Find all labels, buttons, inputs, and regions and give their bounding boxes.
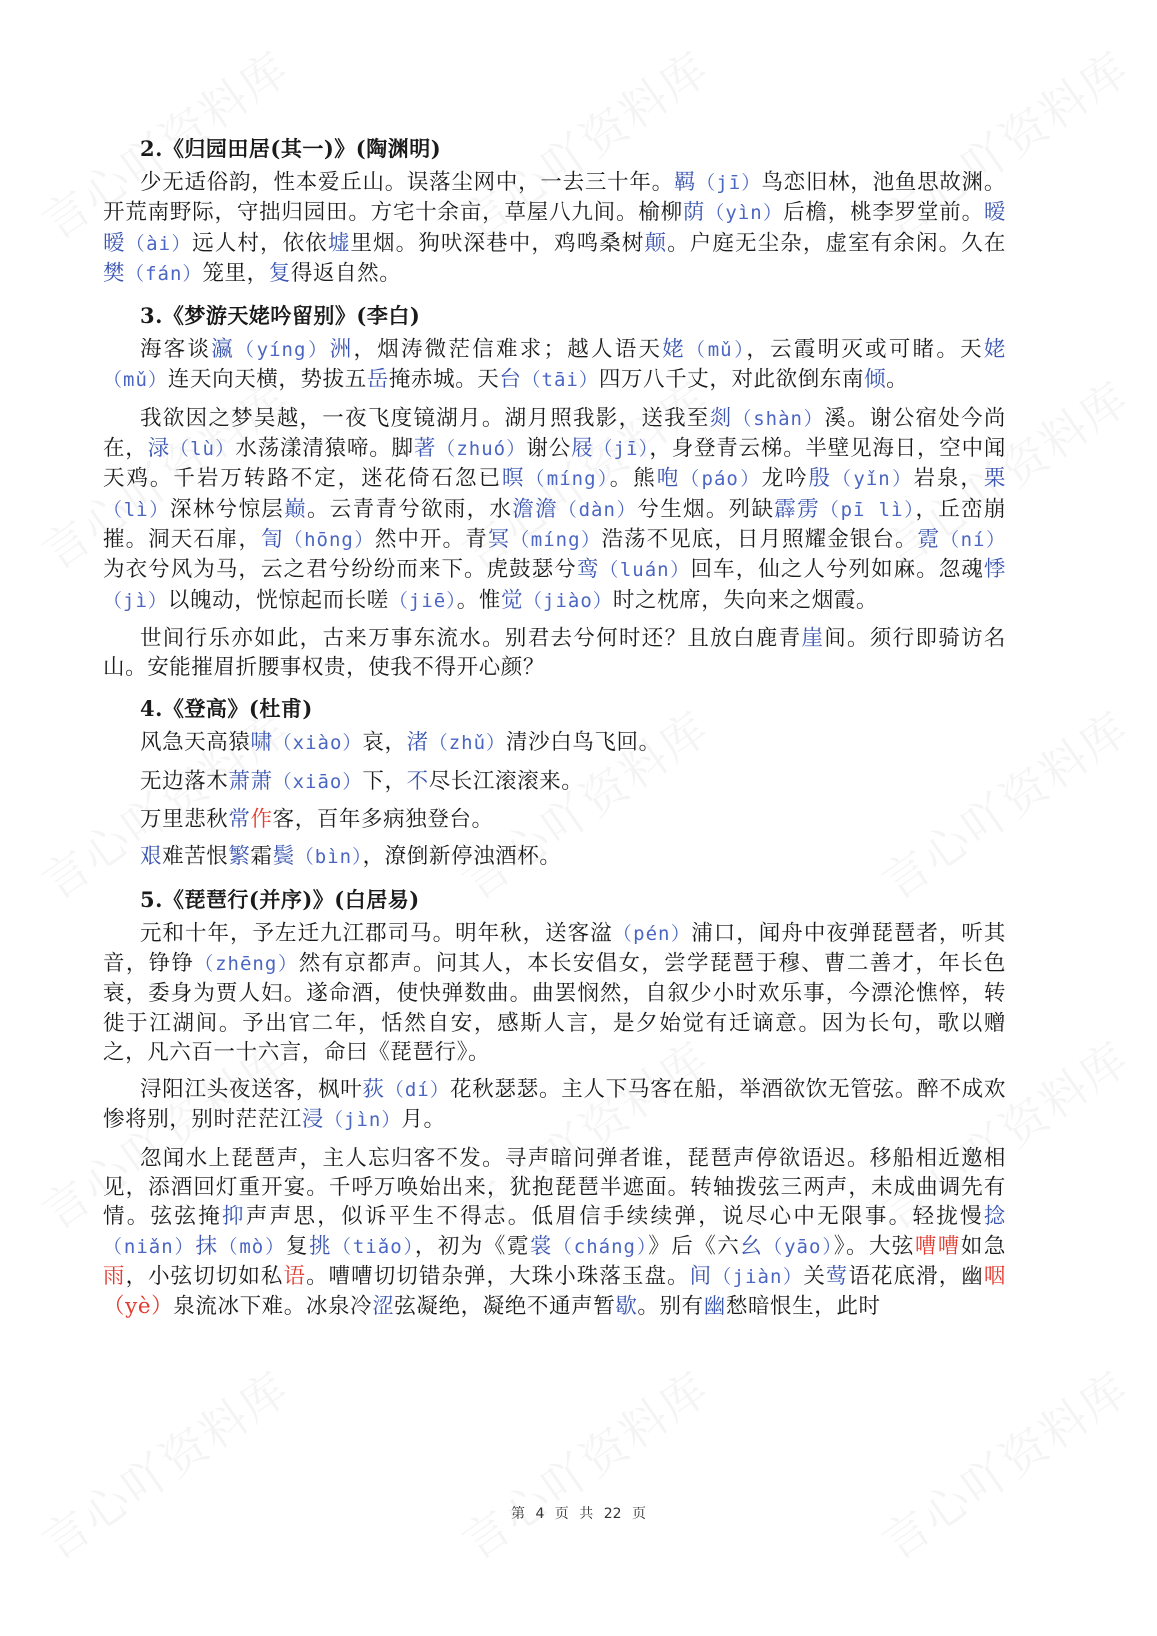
annotated-character: 不 xyxy=(406,768,429,794)
emphasis-red-text: 作 xyxy=(250,807,273,833)
pinyin-annotation: （tiǎo） xyxy=(331,1235,415,1258)
body-text: 难苦恨 xyxy=(162,844,229,870)
body-text: 》。大弦 xyxy=(833,1233,915,1259)
annotated-character: 姥 xyxy=(983,337,1007,363)
body-text: 。嘈嘈切切错杂弹，大珠小珠落玉盘。 xyxy=(306,1263,690,1289)
body-text: 》后《六 xyxy=(648,1233,741,1259)
pinyin-annotation: （yǐn） xyxy=(832,468,914,491)
body-text: 谢公 xyxy=(526,436,572,462)
pinyin-annotation: （lì） xyxy=(103,498,171,521)
annotated-character: 渚 xyxy=(406,730,429,756)
annotated-character: 挑 xyxy=(308,1233,332,1259)
poem-paragraph xyxy=(103,624,1006,683)
emphasis-red-text: 咽 xyxy=(983,1263,1006,1289)
preface-paragraph xyxy=(103,919,1006,1067)
section-pipaxing xyxy=(103,881,1006,1322)
section-heading: 3.《梦游天姥吟留别》(李白) xyxy=(140,303,421,329)
pinyin-annotation: （niǎn） xyxy=(103,1235,196,1258)
annotated-character: 冥 xyxy=(487,526,511,552)
section-heading: 2.《归园田居(其一)》(陶渊明) xyxy=(140,136,442,161)
body-text: 下， xyxy=(362,768,407,794)
annotated-character: 樊 xyxy=(103,260,126,286)
body-text: 语花底滑，幽 xyxy=(848,1263,984,1289)
body-text: ，潦倒新停浊酒杯。 xyxy=(362,844,562,870)
body-text: 复 xyxy=(285,1233,309,1259)
poem-line xyxy=(140,842,1006,872)
annotated-character: 羁 xyxy=(673,170,697,195)
body-text: 无边落木 xyxy=(140,768,229,794)
body-text: 兮生烟。列缺 xyxy=(637,496,775,522)
annotated-character: 著 xyxy=(413,436,437,462)
annotated-character: 复 xyxy=(268,260,291,286)
body-text: 远人村，依依 xyxy=(192,230,328,256)
body-text: 然中开。青 xyxy=(374,526,488,552)
body-text: 。 xyxy=(886,367,909,393)
watermark-text xyxy=(867,1353,1141,1572)
annotated-character: 鬓 xyxy=(272,844,295,870)
body-text: 深林兮惊层 xyxy=(170,496,285,522)
pinyin-annotation: （luán） xyxy=(599,559,691,582)
annotated-character: 悸 xyxy=(983,557,1006,583)
body-text: 弦凝绝，凝绝不通声暂 xyxy=(394,1294,616,1320)
watermark-text xyxy=(447,1353,721,1572)
body-text: 。户庭无尘杂，虚室有余闲。久在 xyxy=(667,230,1006,256)
section-mengyoutianmu xyxy=(103,297,1006,682)
document-page xyxy=(103,130,1006,1330)
pinyin-annotation: （xiào） xyxy=(272,732,363,755)
body-text: 连天向天横，势拔五 xyxy=(167,367,367,393)
pinyin-annotation: （jiào） xyxy=(523,589,613,612)
annotated-character: 艰 xyxy=(140,844,163,870)
annotated-character: 莺 xyxy=(825,1263,849,1289)
body-text: 忽闻水上琵琶声，主人忘归客不发。寻声暗问弹者谁，琵琶声停欲语迟。移船相近邀相见，添酒回灯重开宴。千呼万唤始出来，犹抱琵琶半遮面。转轴拨弦三两声，未成曲调先有情。弦弦掩 xyxy=(103,1145,1006,1230)
annotated-character: 咆 xyxy=(656,466,681,492)
body-text: 后檐，桃李罗堂前。 xyxy=(783,200,984,226)
emphasis-red-text: 语 xyxy=(283,1263,307,1289)
annotated-character: 间 xyxy=(689,1263,713,1289)
pinyin-annotation: （yíng） xyxy=(235,339,330,362)
annotated-character: 台 xyxy=(499,367,522,393)
section-heading: 4.《登高》(杜甫) xyxy=(140,696,313,722)
body-text: 鸟恋旧林，池鱼思故渊。开荒南野际，守拙归园田。方宅十余亩，草屋八九间。榆柳 xyxy=(103,170,1006,226)
poem-paragraph xyxy=(103,335,1006,396)
pinyin-annotation: （zhǔ） xyxy=(428,732,507,755)
poem-paragraph xyxy=(103,1075,1006,1136)
pinyin-annotation: （pī lì） xyxy=(819,498,916,521)
body-text: 花秋瑟瑟。主人下马客在船，举酒欲饮无管弦。醉不成欢惨将别，别时茫茫江 xyxy=(103,1077,1006,1133)
annotated-character: 訇 xyxy=(261,526,284,552)
body-text: 尽长江滚滚来。 xyxy=(428,768,584,794)
annotated-character: 捻 xyxy=(983,1204,1006,1230)
pinyin-annotation: （fán） xyxy=(125,262,203,285)
pinyin-annotation: （jiē） xyxy=(388,589,457,612)
annotated-character: 颠 xyxy=(644,230,668,256)
pinyin-annotation: （jì） xyxy=(103,589,168,612)
pinyin-annotation: （mǔ） xyxy=(686,339,747,362)
pinyin-annotation: （páo） xyxy=(680,468,762,491)
annotated-character: 幺 xyxy=(740,1233,764,1259)
pinyin-annotation: （míng） xyxy=(525,468,610,491)
body-text: 浔阳江头夜送客，枫叶 xyxy=(140,1077,363,1103)
pinyin-annotation: （ní） xyxy=(940,528,1006,551)
body-text: ，身登青云梯。半壁见海日，空中闻天鸡。千岩万转路不定，迷花倚石忽已 xyxy=(103,436,1006,492)
annotated-character: 觉 xyxy=(500,587,524,613)
pinyin-annotation: （zhuó） xyxy=(436,438,527,461)
body-text: 时之枕席，失向来之烟霞。 xyxy=(612,587,879,613)
body-text: 客，百年多病独登台。 xyxy=(272,807,494,833)
body-text: 为衣兮风为马，云之君兮纷纷而来下。虎鼓瑟兮 xyxy=(103,557,577,583)
annotated-character: 澹澹 xyxy=(512,496,558,522)
body-text: 声声思，似诉平生不得志。低眉信手续续弹，说尽心中无限事。轻拢慢 xyxy=(245,1204,984,1230)
annotated-character: 墟 xyxy=(327,230,351,256)
pinyin-annotation: （jī） xyxy=(696,172,762,194)
pinyin-annotation: （cháng） xyxy=(552,1235,649,1258)
annotated-character: 渌 xyxy=(147,436,170,462)
body-text: 哀， xyxy=(362,730,407,756)
body-text: 笼里， xyxy=(202,260,269,286)
section-heading: 5.《琵琶行(并序)》(白居易) xyxy=(140,886,420,912)
watermark-text xyxy=(27,1353,301,1572)
annotated-character: 萧萧 xyxy=(228,768,273,794)
body-text: 然有京都声。问其人，本长安倡女，尝学琵琶于穆、曹二善才，年长色衰，委身为贾人妇。遂命酒，使快弹数曲。曲罢悯然，自叙少小时欢乐事，今漂沦憔悴，转徙于江湖间。予出官二年，恬然自安，感斯人言，是夕始觉有迁谪意。因为长句，歌以赠之，凡六百一十六言，命曰《琵琶行》。 xyxy=(103,950,1007,1065)
pinyin-annotation: （mǔ） xyxy=(103,369,168,392)
body-text: 龙吟 xyxy=(761,466,809,492)
annotated-character: 浸 xyxy=(301,1107,325,1133)
body-text: 。云青青兮欲雨，水 xyxy=(306,496,513,522)
poem-line xyxy=(140,805,1006,834)
pinyin-annotation: （xiāo） xyxy=(272,770,363,793)
annotated-character: 暝 xyxy=(501,466,526,492)
pinyin-annotation: （jìn） xyxy=(324,1109,402,1132)
page-number: 第 4 页 共 22 页 xyxy=(511,1506,646,1522)
pinyin-annotation: （pén） xyxy=(612,922,692,945)
emphasis-red-text: （yè） xyxy=(103,1294,174,1320)
body-text: 以魄动，恍惊起而长嗟 xyxy=(167,587,389,613)
pinyin-annotation: （shàn） xyxy=(732,407,825,430)
body-text: 泉流冰下难。冰泉冷 xyxy=(173,1294,373,1320)
pinyin-annotation: （yāo） xyxy=(763,1235,834,1258)
body-text: 掩赤城。天 xyxy=(388,367,500,393)
annotated-character: 栗 xyxy=(983,466,1006,492)
poem-paragraph xyxy=(103,168,1006,289)
pinyin-annotation: （ài） xyxy=(125,232,193,255)
annotated-character: 常 xyxy=(228,807,251,833)
annotated-character: 抑 xyxy=(222,1204,246,1230)
pinyin-annotation: （yìn） xyxy=(705,202,784,225)
annotated-character: 涩 xyxy=(372,1294,395,1320)
body-text: 水荡漾清猿啼。脚 xyxy=(235,436,414,462)
poem-line xyxy=(140,728,1006,758)
body-text: 元和十年，予左迁九江郡司马。明年秋，送客湓 xyxy=(140,920,613,946)
body-text: 。熊 xyxy=(609,466,657,492)
body-text: 万里悲秋 xyxy=(140,807,229,833)
body-text: 我欲因之梦吴越，一夜飞度镜湖月。湖月照我影，送我至 xyxy=(140,405,710,431)
annotated-character: 巅 xyxy=(284,496,307,522)
annotated-character: 裳 xyxy=(529,1233,553,1259)
emphasis-red-text: 雨 xyxy=(103,1263,126,1289)
body-text: 如急 xyxy=(960,1233,1007,1259)
emphasis-red-text: 嘈嘈 xyxy=(914,1233,961,1259)
annotated-character: 瀛 xyxy=(211,337,236,363)
body-text: 海客谈 xyxy=(140,337,212,363)
annotated-character: 荻 xyxy=(362,1077,385,1103)
body-text: 浩荡不见底，日月照耀金银台。 xyxy=(601,526,918,552)
body-text: 岩泉， xyxy=(913,466,984,492)
annotated-character: 霹雳 xyxy=(774,496,820,522)
pinyin-annotation: （lù） xyxy=(169,438,236,461)
body-text: 少无适俗韵，性本爱丘山。误落尘网中，一去三十年。 xyxy=(140,170,674,195)
section-denggao xyxy=(103,690,1006,872)
body-text: 风急天高猿 xyxy=(140,730,251,756)
body-text: 溪。谢公宿处今尚在， xyxy=(103,405,1006,462)
body-text: 清沙白鸟飞回。 xyxy=(506,730,661,756)
pinyin-annotation: （tāi） xyxy=(521,369,599,392)
pinyin-annotation: （jiàn） xyxy=(712,1265,804,1288)
body-text: 浦口，闻舟中夜弹琵琶者，听其音，铮铮 xyxy=(103,920,1006,976)
body-text: 得返自然。 xyxy=(290,260,402,286)
body-text: 四万八千丈，对此欲倒东南 xyxy=(598,367,865,393)
annotated-character: 抹 xyxy=(195,1233,219,1259)
annotated-character: 霓 xyxy=(917,526,941,552)
body-text: ，烟涛微茫信难求；越人语天 xyxy=(353,337,663,363)
poem-paragraph xyxy=(103,404,1006,616)
annotated-character: 崖 xyxy=(801,625,825,651)
annotated-character: 倾 xyxy=(864,367,887,393)
body-text: 回车，仙之人兮列如麻。忽魂 xyxy=(690,557,984,583)
annotated-character: 歇 xyxy=(615,1294,638,1320)
body-text: 。别有 xyxy=(637,1294,704,1320)
pinyin-annotation: （bìn） xyxy=(294,846,363,869)
annotated-character: 殷 xyxy=(808,466,833,492)
annotated-character: 屐 xyxy=(571,436,594,462)
body-text: 月。 xyxy=(401,1107,446,1133)
pinyin-annotation: （zhēng） xyxy=(194,952,299,975)
section-guiyuantianju xyxy=(103,130,1006,289)
body-text: 里烟。狗吠深巷中，鸡鸣桑树 xyxy=(350,230,645,256)
body-text: 愁暗恨生，此时 xyxy=(725,1294,881,1320)
pinyin-annotation: （míng） xyxy=(510,528,602,551)
poem-paragraph xyxy=(103,1144,1006,1322)
annotated-character: 暧暧 xyxy=(103,200,1006,256)
body-text: 霜 xyxy=(250,844,273,870)
pinyin-annotation: （dàn） xyxy=(557,498,638,521)
annotated-character: 姥 xyxy=(662,337,687,363)
annotated-character: 繁 xyxy=(228,844,251,870)
body-text: ，丘峦崩摧。洞天石扉， xyxy=(103,496,1007,552)
body-text: 间。须行即骑访名山。安能摧眉折腰事权贵，使我不得开心颜？ xyxy=(103,625,1006,681)
annotated-character: 剡 xyxy=(709,405,733,431)
annotated-character: 幽 xyxy=(703,1294,726,1320)
body-text: 世间行乐亦如此，古来万事东流水。别君去兮何时还？且放白鹿青 xyxy=(140,625,802,651)
pinyin-annotation: （dí） xyxy=(384,1079,451,1102)
annotated-character: 鸾 xyxy=(576,557,600,583)
pinyin-annotation: （mò） xyxy=(218,1235,286,1258)
pinyin-annotation: （hōng） xyxy=(283,528,375,551)
pinyin-annotation: （jī） xyxy=(593,438,650,461)
body-text: 。惟 xyxy=(456,587,501,613)
body-text: ，初为《霓 xyxy=(414,1233,530,1259)
body-text: ，云霞明灭或可睹。天 xyxy=(746,337,984,363)
annotated-character: 洲 xyxy=(329,337,354,363)
body-text: 关 xyxy=(803,1263,826,1289)
body-text: ，小弦切切如私 xyxy=(125,1263,284,1289)
annotated-character: 啸 xyxy=(250,730,273,756)
annotated-character: 荫 xyxy=(682,200,706,226)
annotated-character: 岳 xyxy=(366,367,389,393)
poem-line xyxy=(140,767,1006,797)
